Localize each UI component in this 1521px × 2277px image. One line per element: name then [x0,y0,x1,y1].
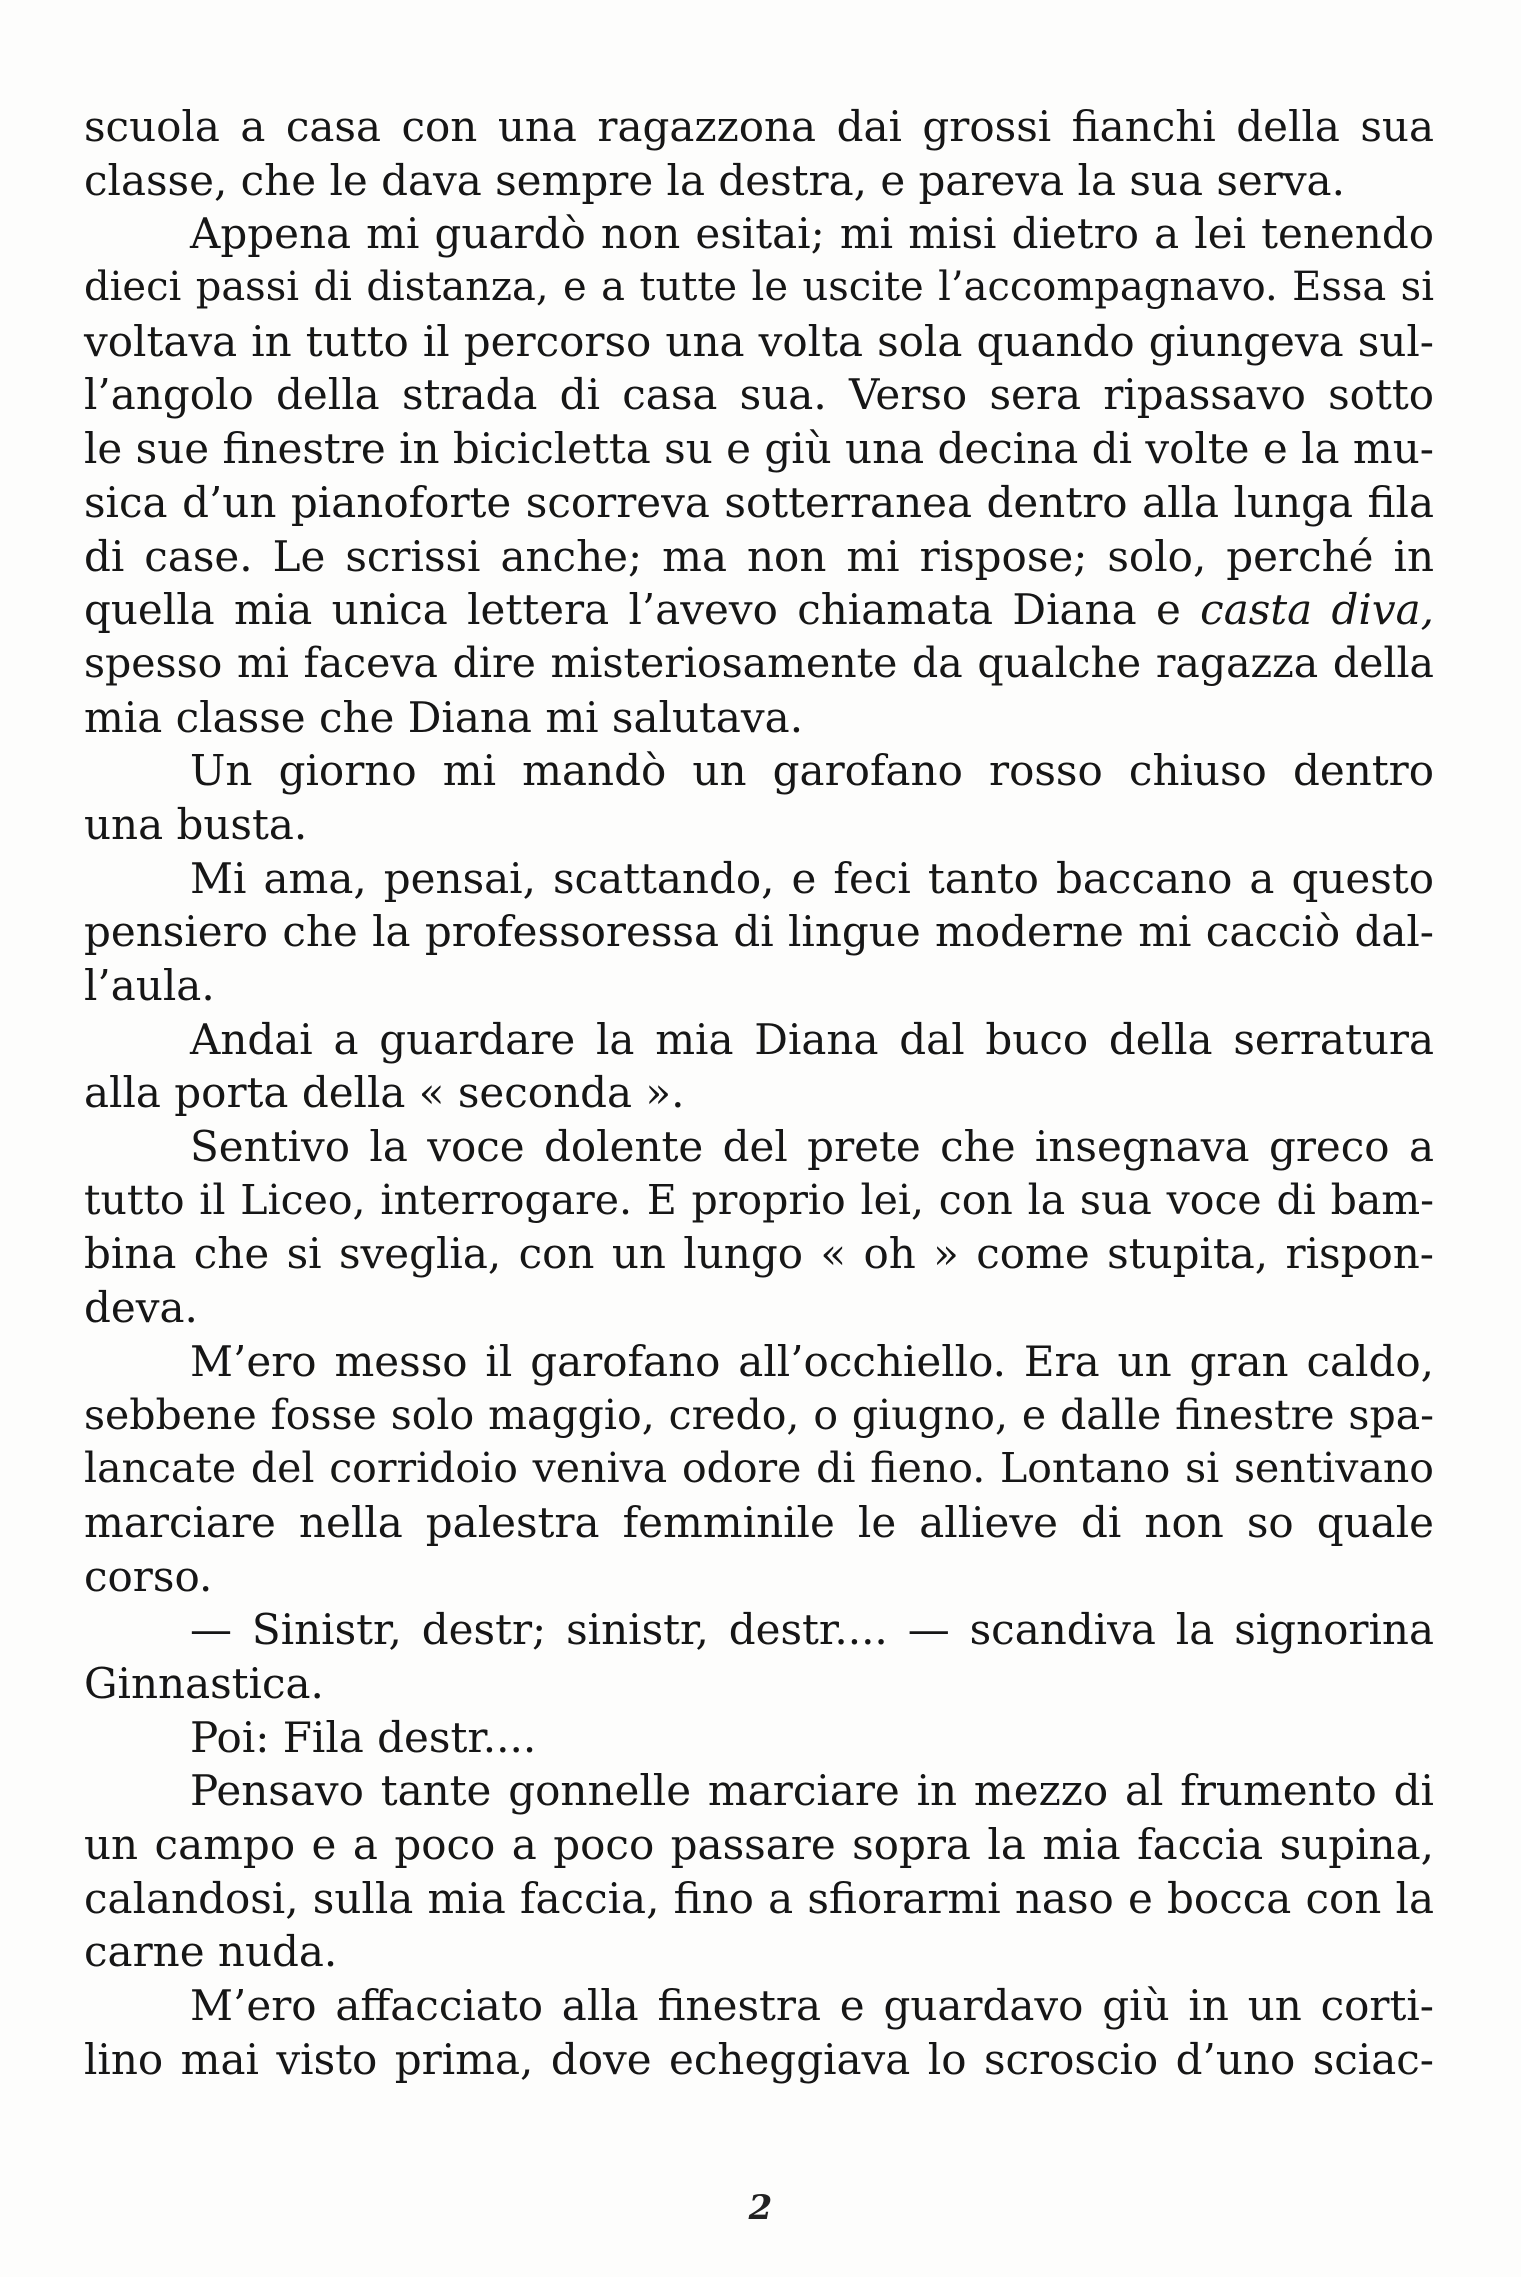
text-line: lancate del corridoio veniva odore di fieno. Lontano si sentivano [84,1444,1434,1493]
text-line: carne nuda. [84,1927,338,1977]
italic-phrase: casta diva, [1200,585,1434,635]
text-line: Mi ama, pensai, scattando, e feci tanto baccano a questo [190,853,1434,903]
text-line: spesso mi faceva dire misteriosamente da qualche ragazza della [84,638,1434,687]
text-line: di case. Le scrissi anche; ma non mi rispose; solo, perché in [84,531,1434,581]
text-line: Appena mi guardò non esitai; mi misi dietro a lei tenendo [190,209,1434,259]
text-line: M’ero affacciato alla finestra e guardavo giù in un corti- [190,1981,1434,2031]
text-line: sebbene fosse solo maggio, credo, o giugno, e dalle finestre spa- [84,1390,1434,1439]
text-line: l’angolo della strada di casa sua. Verso sera ripassavo sotto [84,370,1434,420]
text-line: classe, che le dava sempre la destra, e pareva la sua serva. [84,155,1345,205]
text-line: bina che si sveglia, con un lungo « oh » come stupita, rispon- [84,1229,1434,1279]
text-line: Ginnastica. [84,1658,324,1708]
text-line: una busta. [84,799,308,849]
text-line: Pensavo tante gonnelle marciare in mezzo al frumento di [190,1766,1434,1816]
text-line: Poi: Fila destr.... [190,1712,537,1762]
body-text [84,100,1434,2086]
text-line: le sue finestre in bicicletta su e giù una decina di volte e la mu- [84,424,1434,474]
text-line: Un giorno mi mandò un garofano rosso chiuso dentro [190,746,1434,796]
text-line: l’aula. [84,961,215,1010]
text-line: Andai a guardare la mia Diana dal buco della serratura [190,1014,1434,1064]
text-line-start: quella mia unica lettera l’avevo chiamata Diana e [84,585,1201,635]
text-line: tutto il Liceo, interrogare. E proprio lei, con la sua voce di bam- [84,1175,1434,1224]
text-line: marciare nella palestra femminile le allieve di non so quale [84,1497,1434,1547]
text-line: alla porta della « seconda ». [84,1068,685,1118]
text-line: — Sinistr, destr; sinistr, destr.... — scandiva la signorina [190,1605,1434,1655]
text-line: voltava in tutto il percorso una volta sola quando giungeva sul- [84,316,1434,366]
text-line: deva. [84,1283,198,1333]
text-line: Sentivo la voce dolente del prete che insegnava greco a [190,1122,1434,1172]
text-line: un campo e a poco a poco passare sopra la mia faccia supina, [84,1820,1434,1869]
text-line: M’ero messo il garofano all’occhiello. Era un gran caldo, [190,1336,1434,1386]
text-line: lino mai visto prima, dove echeggiava lo scroscio d’uno sciac- [84,2034,1434,2084]
text-line: corso. [84,1551,213,1601]
text-line: mia classe che Diana mi salutava. [84,692,804,742]
text-line [84,583,1434,637]
text-line: dieci passi di distanza, e a tutte le uscite l’accompagnavo. Essa si [84,264,1434,311]
text-line: sica d’un pianoforte scorreva sotterranea dentro alla lunga fila [84,477,1434,527]
text-line: pensiero che la professoressa di lingue moderne mi cacciò dal- [84,907,1434,957]
text-line: scuola a casa con una ragazzona dai grossi fianchi della sua [84,102,1434,151]
text-line: calandosi, sulla mia faccia, fino a sfiorarmi naso e bocca con la [84,1873,1434,1923]
page-number: 2 [748,2188,773,2228]
